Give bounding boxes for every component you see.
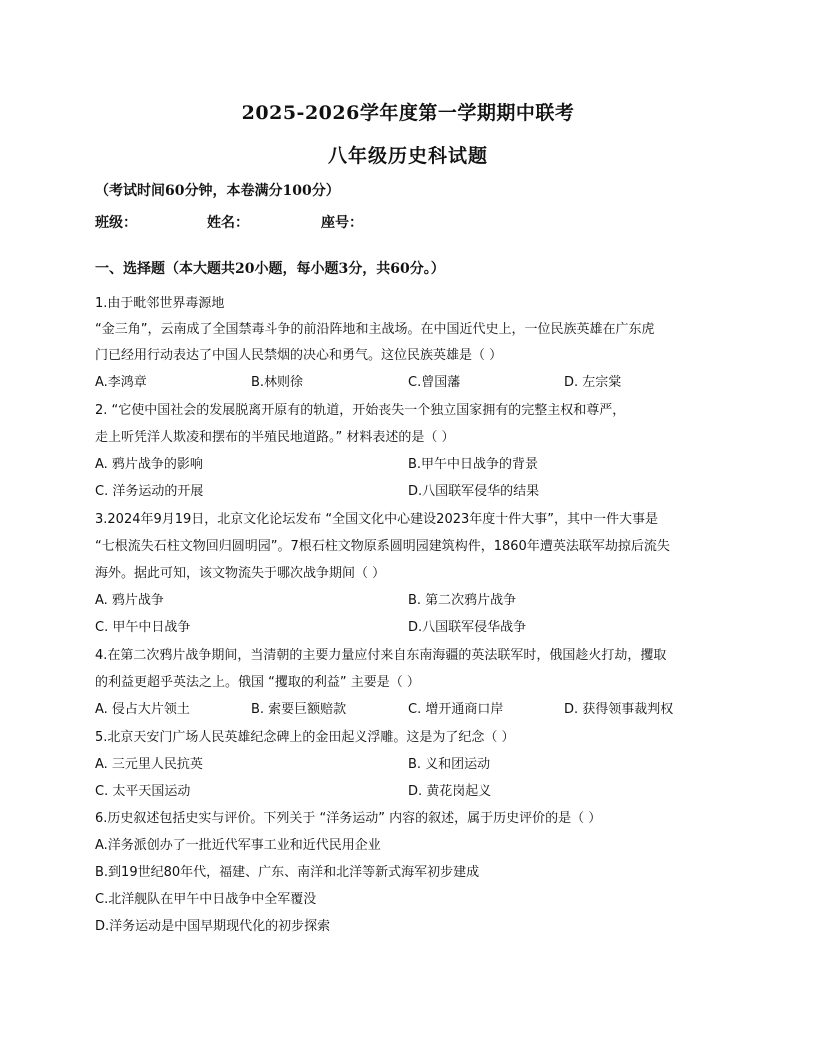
question-text: 2. “它使中国社会的发展脱离开原有的轨道，开始丧失一个独立国家拥有的完整主权和尊严， <box>95 403 626 418</box>
question-text: “七根流失石柱文物回归圆明园”。7根石柱文物原系圆明园建筑构件，1860年遭英法联军劫掠后流失 <box>95 539 670 554</box>
name-label: 姓名： <box>207 215 249 231</box>
option-a: A. 三元里人民抗英 <box>95 757 203 772</box>
option-a: A. 鸦片战争 <box>95 593 164 608</box>
option-a: A.洋务派创办了一批近代军事工业和近代民用企业 <box>95 838 381 853</box>
class-label: 班级： <box>95 215 137 231</box>
question-text: “金三角”，云南成了全国禁毒斗争的前沿阵地和主战场。在中国近代史上，一位民族英雄在广东虎 <box>95 322 655 337</box>
option-d: D. 黄花岗起义 <box>408 784 492 799</box>
option-d: D.八国联军侵华的结果 <box>408 484 540 499</box>
option-c: C. 甲午中日战争 <box>95 620 191 635</box>
option-b: B.林则徐 <box>251 375 304 390</box>
option-c: C. 洋务运动的开展 <box>95 484 204 499</box>
question-text: 的利益更超乎英法之上。俄国 “攫取的利益” 主要是（ ） <box>95 675 420 690</box>
question-text: 1.由于毗邻世界毒源地 <box>95 296 225 311</box>
option-b: B.到19世纪80年代，福建、广东、南洋和北洋等新式海军初步建成 <box>95 865 480 880</box>
option-c: C. 增开通商口岸 <box>408 702 504 717</box>
question-text: 走上听凭洋人欺凌和摆布的半殖民地道路。” 材料表述的是（ ） <box>95 430 455 445</box>
option-a: A. 侵占大片领土 <box>95 702 190 717</box>
option-d: D. 获得领事裁判权 <box>564 702 674 717</box>
question-text: 3.2024年9月19日，北京文化论坛发布 “全国文化中心建设2023年度十件大事”，其中一件大事是 <box>95 512 658 527</box>
section-heading: 一、选择题（本大题共20小题，每小题3分，共60分。） <box>95 261 445 277</box>
seat-label: 座号： <box>321 215 363 231</box>
option-b: B. 义和团运动 <box>408 757 491 772</box>
exam-time-note: （考试时间60分钟，本卷满分100分） <box>95 183 340 199</box>
option-a: A.李鸿章 <box>95 375 147 390</box>
option-d: D. 左宗棠 <box>564 375 622 390</box>
question-text: 海外。据此可知，该文物流失于哪次战争期间（ ） <box>95 566 386 581</box>
question-text: 5.北京天安门广场人民英雄纪念碑上的金田起义浮雕。这是为了纪念（ ） <box>95 730 515 745</box>
option-d: D.洋务运动是中国早期现代化的初步探索 <box>95 919 331 934</box>
option-c: C.北洋舰队在甲午中日战争中全军覆没 <box>95 892 317 907</box>
option-c: C.曾国藩 <box>408 375 461 390</box>
question-text: 4.在第二次鸦片战争期间，当清朝的主要力量应付来自东南海疆的英法联军时，俄国趁火打劫，攫取 <box>95 648 667 663</box>
question-text: 门已经用行动表达了中国人民禁烟的决心和勇气。这位民族英雄是（ ） <box>95 348 503 363</box>
exam-title: 2025-2026学年度第一学期期中联考 <box>241 102 575 124</box>
option-b: B. 第二次鸦片战争 <box>408 593 517 608</box>
option-b: B.甲午中日战争的背景 <box>408 457 539 472</box>
option-b: B. 索要巨额赔款 <box>251 702 347 717</box>
exam-subtitle: 八年级历史科试题 <box>327 145 488 167</box>
option-a: A. 鸦片战争的影响 <box>95 457 203 472</box>
option-d: D.八国联军侵华战争 <box>408 620 527 635</box>
option-c: C. 太平天国运动 <box>95 784 191 799</box>
question-text: 6.历史叙述包括史实与评价。下列关于 “洋务运动” 内容的叙述，属于历史评价的是（ ） <box>95 811 602 826</box>
